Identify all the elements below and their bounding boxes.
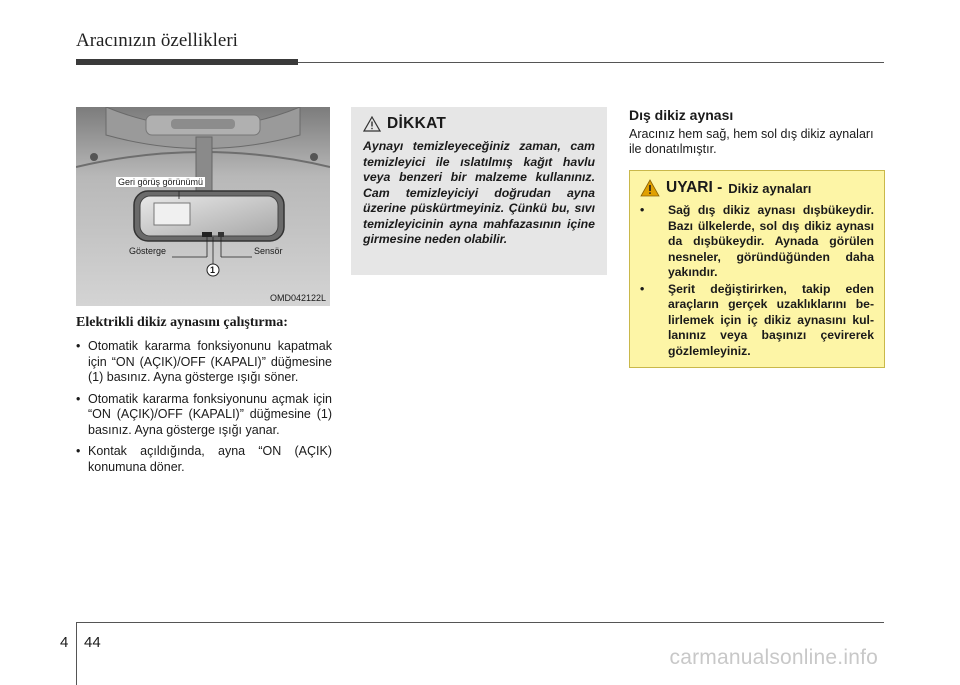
list-item: • Kontak açıldığında, ayna “ON (AÇIK) konumuna döner.	[76, 444, 332, 475]
caution-triangle-icon	[363, 116, 381, 132]
label-rear-view: Geri görüş görünümü	[118, 177, 204, 187]
figure-code: OMD042122L	[269, 293, 326, 303]
list-item: • Otomatik kararma fonksiyonunu açmak için “ON (AÇIK)/OFF (KAPALI)” düğmesine (1) basınız. Ayna gösterge ışığı yanar.	[76, 392, 332, 439]
footer-rule-horizontal	[76, 622, 884, 623]
footer-rule-vertical	[76, 622, 77, 685]
header-rule-thick	[76, 59, 298, 65]
caution-text: Aynayı temizleyeceğiniz zaman, cam temizleyici ile ıslatılmış kağıt havlu veya benzeri bir malzeme kullanınız. Cam temizleyiciyi doğrudan ayna üzerine püskürtmeyiniz. Çünkü bu, sıvı temizleyicinin ayna mahfazasının içine girmesine neden olabilir.	[363, 139, 595, 246]
page-number: 44	[84, 634, 101, 651]
list-item: • Şerit değiştirirken, takip eden araçların gerçek uzaklıklarını belirlemek için iç dikiz aynasını kullanınız veya başınızı çevirerek gözlemleyiniz.	[640, 282, 874, 360]
warning-title: UYARI -	[666, 179, 723, 196]
warning-list	[640, 203, 874, 359]
rear-view-mirror-figure	[76, 107, 330, 306]
caution-title: DİKKAT	[387, 115, 447, 132]
section-heading: Dış dikiz aynası	[629, 107, 734, 123]
warning-box	[629, 170, 885, 368]
mirror-illustration	[76, 107, 330, 306]
section-text: Aracınız hem sağ, hem sol dış dikiz aynaları ile donatılmıştır.	[629, 127, 874, 156]
header-rule-thin	[298, 62, 884, 63]
list-item: • Otomatik kararma fonksiyonunu kapatmak için “ON (AÇIK)/OFF (KAPALI)” düğmesine (1) basınız. Ayna gösterge ışığı söner.	[76, 339, 332, 386]
page-header-title: Aracınızın özellikleri	[76, 30, 238, 51]
warning-subtitle: Dikiz aynaları	[728, 180, 812, 196]
caution-box	[351, 107, 607, 275]
mirror-operation-subheading: Elektrikli dikiz aynasını çalıştırma:	[76, 315, 288, 330]
operation-bullet-list	[76, 339, 332, 481]
label-indicator: Gösterge	[129, 246, 167, 256]
label-callout-1: 1	[210, 265, 216, 275]
label-sensor: Sensör	[254, 246, 283, 256]
warning-triangle-icon	[640, 179, 660, 197]
list-item: • Sağ dış dikiz aynası dışbükeydir. Bazı ülkelerde, sol dış dikiz aynası da dışbükeydir. Aynada görülen nesneler, göründüğünden daha yakındır.	[640, 203, 874, 281]
watermark: carmanualsonline.info	[669, 646, 878, 669]
chapter-number: 4	[60, 634, 69, 651]
